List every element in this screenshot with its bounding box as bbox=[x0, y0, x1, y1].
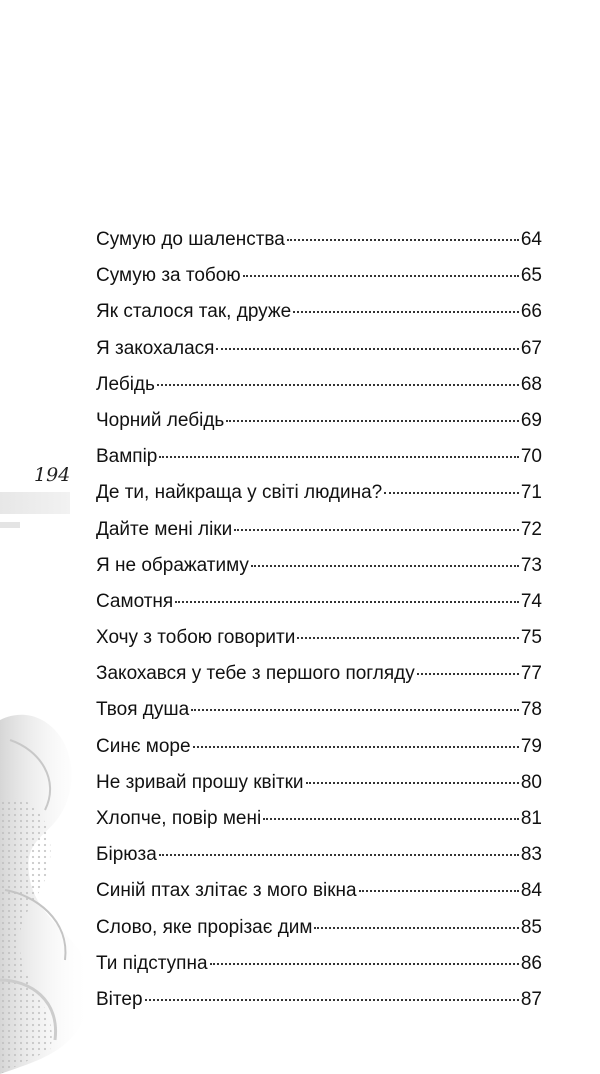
toc-entry-page: 87 bbox=[520, 988, 542, 1010]
toc-entry-page: 67 bbox=[520, 337, 542, 359]
toc-entry-page: 77 bbox=[520, 663, 542, 685]
toc-dot-leader bbox=[243, 275, 519, 277]
toc-dot-leader bbox=[314, 927, 518, 929]
toc-dot-leader bbox=[159, 854, 519, 856]
toc-entry bbox=[96, 692, 542, 728]
toc-dot-leader bbox=[251, 565, 519, 567]
toc-dot-leader bbox=[210, 963, 519, 965]
toc-entry-page: 71 bbox=[520, 482, 542, 504]
toc-entry-page: 79 bbox=[520, 735, 542, 757]
toc-entry-title: Слово, яке прорізає дим bbox=[96, 916, 313, 938]
toc-entry-page: 70 bbox=[520, 446, 542, 468]
toc-entry-title: Хлопче, повір мені bbox=[96, 808, 262, 829]
toc-dot-leader bbox=[234, 529, 519, 531]
toc-entry-page: 72 bbox=[520, 518, 542, 540]
toc-dot-leader bbox=[297, 637, 519, 639]
toc-entry bbox=[96, 294, 542, 330]
toc-entry bbox=[96, 222, 542, 258]
toc-entry bbox=[96, 656, 542, 692]
toc-entry-title: Лебідь bbox=[96, 373, 155, 395]
toc-entry-title: Бірюза bbox=[96, 844, 157, 866]
toc-dot-leader bbox=[384, 492, 519, 494]
toc-entry-title: Не зривай прошу квітки bbox=[96, 771, 304, 793]
toc-entry-title: Хочу з тобою говорити bbox=[96, 627, 296, 649]
toc-entry-page: 78 bbox=[520, 699, 542, 721]
table-of-contents bbox=[96, 222, 542, 1018]
toc-entry bbox=[96, 910, 542, 946]
toc-entry-page: 65 bbox=[520, 265, 542, 287]
toc-entry-title: Синій птах злітає з мого вікна bbox=[96, 880, 357, 902]
toc-entry-page: 81 bbox=[520, 808, 542, 829]
toc-entry-title: Я закохалася bbox=[96, 337, 215, 359]
toc-dot-leader bbox=[159, 456, 518, 458]
toc-entry-title: Вітер bbox=[96, 988, 143, 1010]
toc-entry bbox=[96, 403, 542, 439]
toc-entry-title: Синє море bbox=[96, 735, 191, 757]
toc-dot-leader bbox=[157, 384, 519, 386]
toc-dot-leader bbox=[263, 818, 519, 820]
toc-entry-title: Де ти, найкраща у світі людина? bbox=[96, 482, 383, 504]
toc-dot-leader bbox=[359, 890, 519, 892]
toc-entry-title: Як сталося так, друже bbox=[96, 301, 292, 323]
toc-entry-title: Дайте мені ліки bbox=[96, 518, 233, 540]
toc-entry bbox=[96, 512, 542, 548]
toc-entry-page: 66 bbox=[520, 301, 542, 323]
toc-entry bbox=[96, 801, 542, 837]
margin-bar bbox=[0, 492, 70, 514]
toc-entry-page: 80 bbox=[520, 771, 542, 793]
toc-entry bbox=[96, 439, 542, 475]
toc-dot-leader bbox=[145, 999, 519, 1001]
toc-dot-leader bbox=[226, 420, 519, 422]
toc-entry-page: 85 bbox=[520, 916, 542, 938]
toc-entry-page: 84 bbox=[520, 880, 542, 902]
toc-entry-title: Закохався у тебе з першого погляду bbox=[96, 663, 415, 685]
toc-entry-title: Ти підступна bbox=[96, 952, 208, 974]
toc-entry bbox=[96, 475, 542, 511]
toc-entry-title: Сумую за тобою bbox=[96, 265, 241, 287]
toc-entry-page: 68 bbox=[520, 373, 542, 395]
toc-dot-leader bbox=[216, 348, 518, 350]
toc-dot-leader bbox=[293, 311, 519, 313]
toc-entry-title: Самотня bbox=[96, 590, 174, 612]
toc-entry bbox=[96, 729, 542, 765]
toc-entry bbox=[96, 946, 542, 982]
toc-entry-title: Сумую до шаленства bbox=[96, 229, 285, 250]
toc-entry bbox=[96, 584, 542, 620]
toc-entry-title: Я не ображатиму bbox=[96, 554, 249, 576]
toc-dot-leader bbox=[193, 746, 519, 748]
toc-dot-leader bbox=[175, 601, 519, 603]
toc-entry-title: Чорний лебідь bbox=[96, 409, 225, 431]
toc-entry bbox=[96, 873, 542, 909]
toc-dot-leader bbox=[306, 782, 519, 784]
toc-entry bbox=[96, 367, 542, 403]
toc-entry bbox=[96, 258, 542, 294]
toc-entry-page: 86 bbox=[520, 952, 542, 974]
toc-entry-page: 75 bbox=[520, 627, 542, 649]
toc-entry bbox=[96, 548, 542, 584]
toc-entry bbox=[96, 982, 542, 1018]
toc-entry-page: 74 bbox=[520, 590, 542, 612]
toc-entry-page: 69 bbox=[520, 409, 542, 431]
toc-entry-title: Твоя душа bbox=[96, 699, 190, 721]
margin-bar-small bbox=[0, 522, 20, 528]
toc-dot-leader bbox=[287, 239, 519, 241]
toc-dot-leader bbox=[191, 709, 519, 711]
toc-entry bbox=[96, 765, 542, 801]
toc-entry-page: 73 bbox=[520, 554, 542, 576]
toc-dot-leader bbox=[417, 673, 519, 675]
toc-entry bbox=[96, 620, 542, 656]
toc-entry bbox=[96, 331, 542, 367]
toc-entry-title: Вампір bbox=[96, 446, 158, 468]
toc-entry-page: 64 bbox=[520, 229, 542, 250]
toc-entry-page: 83 bbox=[520, 844, 542, 866]
page-number: 194 bbox=[34, 464, 71, 486]
toc-entry bbox=[96, 837, 542, 873]
